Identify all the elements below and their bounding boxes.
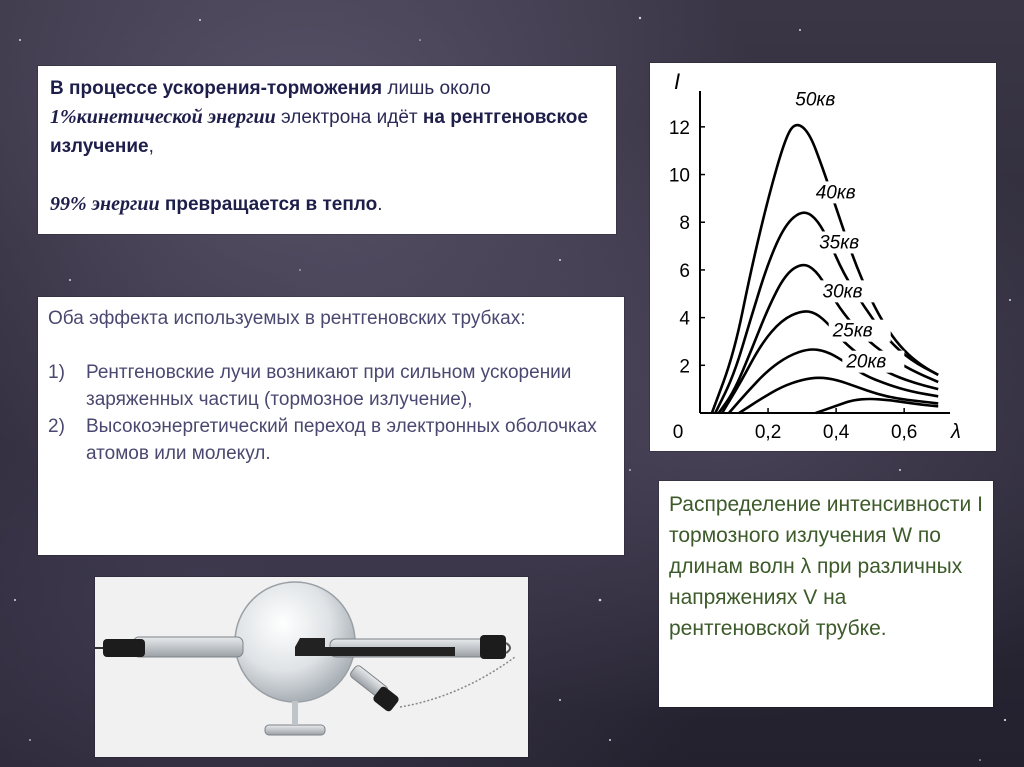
xray-tube-image: [95, 577, 528, 757]
y-axis-label: I: [674, 69, 681, 94]
chart-caption-box: [659, 481, 993, 707]
energy-paragraph-1: [50, 74, 606, 161]
energy-text-bold-2: на рентгеновское излучение: [50, 107, 588, 157]
left-glass-neck: [133, 637, 243, 657]
series-label: 25кв: [832, 320, 873, 342]
energy-text-plain-4: .: [377, 194, 383, 215]
spectrum-chart: [650, 63, 996, 451]
energy-text-italic-1: 1%кинетической энергии: [50, 106, 276, 128]
y-tick-label: 4: [679, 308, 690, 330]
x-tick-label: 0,2: [754, 422, 782, 443]
chart-caption: Распределение интенсивности I тормозного излучения W по длинам волн λ при различных напряжениях V на рентгеновской трубке.: [669, 493, 983, 640]
left-cap: [103, 639, 145, 657]
series-label: 35кв: [819, 232, 860, 254]
y-tick-label: 2: [679, 356, 690, 378]
energy-text-plain-2: электрона идёт: [275, 107, 423, 128]
energy-text-plain-1: лишь около: [382, 78, 491, 99]
energy-text-box: [38, 66, 616, 234]
effects-intro: Оба эффекта используемых в рентгеновских трубках:: [48, 308, 526, 329]
list-number: 1): [48, 362, 65, 383]
xray-tube-photo: [95, 577, 528, 757]
series-line: [739, 378, 938, 413]
energy-text-plain-3: ,: [148, 136, 154, 157]
energy-paragraph-2: [50, 190, 606, 219]
wire: [400, 657, 515, 707]
effects-list-item: [48, 413, 614, 467]
series-label: 20кв: [846, 351, 887, 373]
spectrum-chart-svg: [650, 63, 996, 451]
list-number: 2): [48, 416, 65, 437]
list-item-text: Высокоэнергетический переход в электронных оболочках атомов или молекул.: [86, 416, 597, 464]
effects-text-box: [38, 297, 624, 555]
series-label: 40кв: [815, 182, 856, 204]
y-tick-label: 8: [679, 213, 690, 235]
series-label: 30кв: [822, 281, 863, 303]
x-axis-label: λ: [951, 421, 961, 443]
right-cap: [480, 635, 506, 659]
y-tick-label: 10: [668, 165, 690, 187]
y-tick-label: 6: [679, 260, 690, 282]
energy-text-bold-3: превращается в тепло: [159, 194, 378, 215]
y-tick-label: 12: [668, 117, 690, 139]
energy-text-italic-2: 99% энергии: [50, 193, 160, 215]
list-item-text: Рентгеновские лучи возникают при сильном ускорении заряженных частиц (тормозное излучение),: [86, 362, 572, 410]
x-tick-label: 0,6: [890, 422, 918, 443]
x-tick-label: 0: [672, 422, 684, 443]
x-tick-label: 0,4: [822, 422, 850, 443]
effects-list-item: [48, 359, 614, 413]
series-label: 50кв: [795, 89, 836, 111]
bottom-glass-tube: [265, 725, 325, 735]
energy-text-bold-1: В процессе ускорения-торможения: [50, 78, 383, 99]
